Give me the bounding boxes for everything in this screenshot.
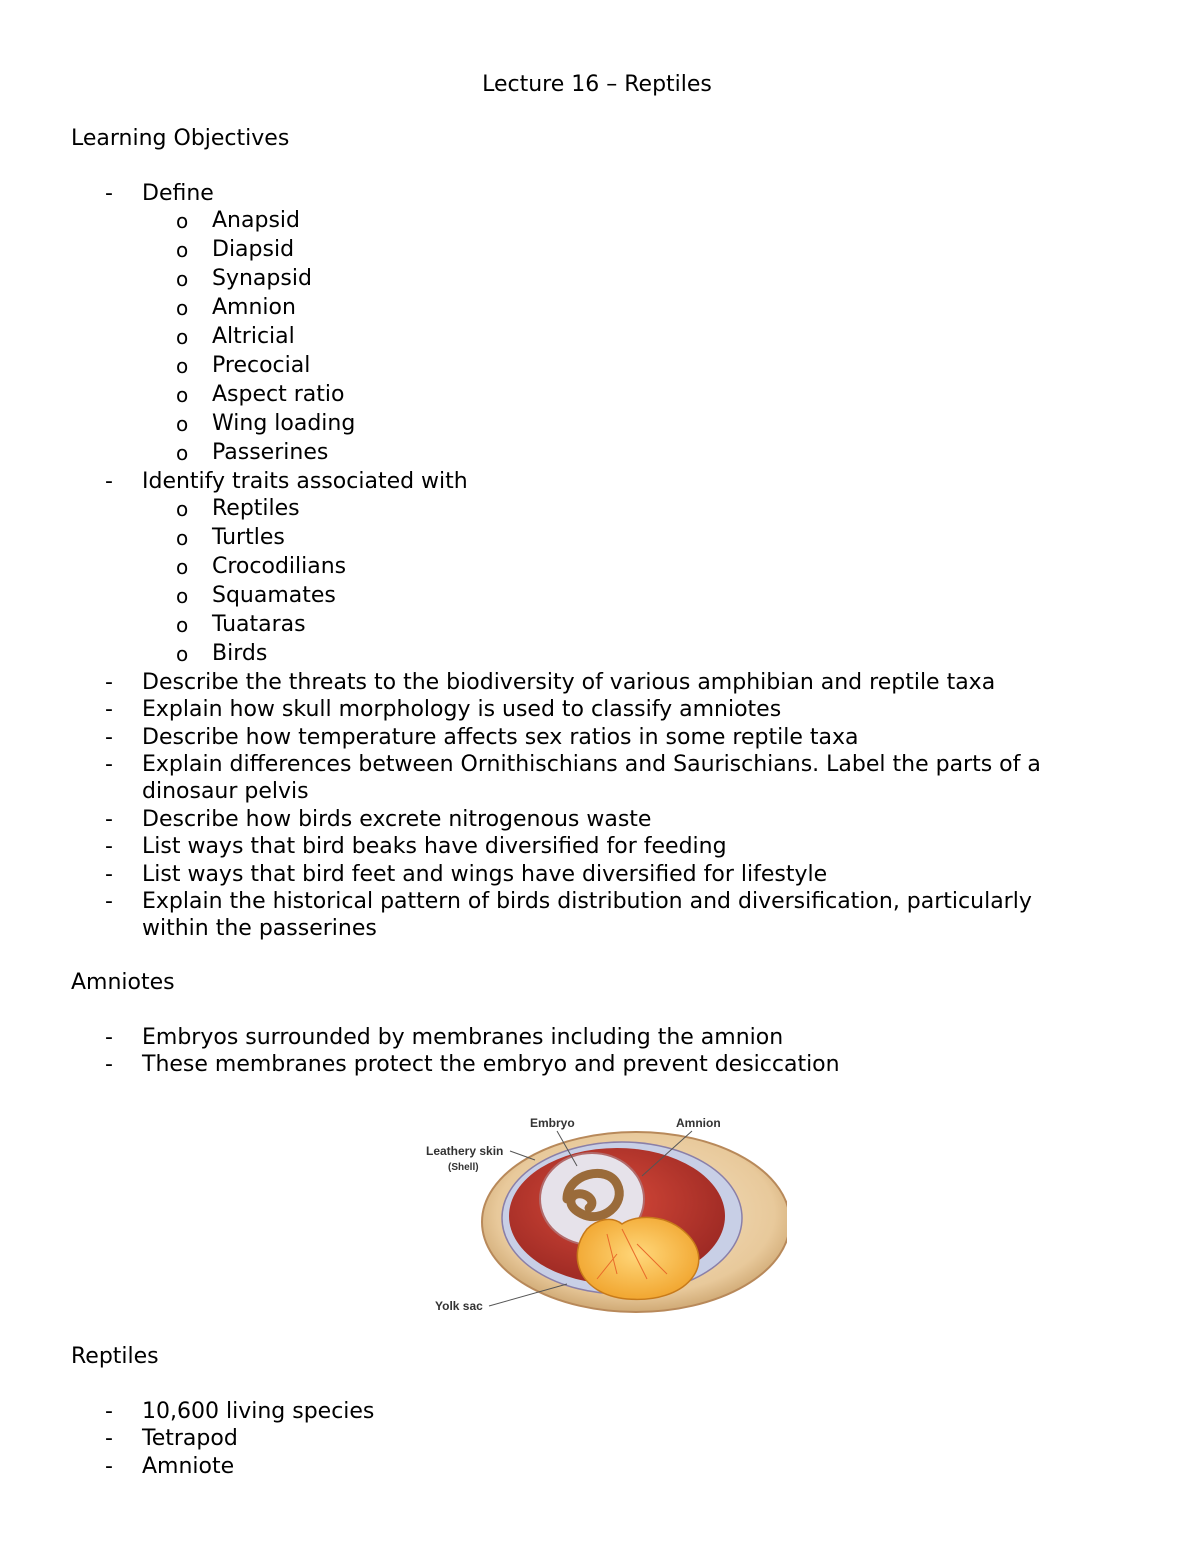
list-item bbox=[0, 468, 1200, 496]
yolk-sac-label: Yolk sac bbox=[435, 1299, 483, 1313]
sub-list-item: o Birds bbox=[176, 641, 268, 666]
list-item bbox=[0, 180, 1200, 208]
amnion-label: Amnion bbox=[676, 1116, 721, 1130]
sub-list-item: o Synapsid bbox=[176, 266, 312, 291]
list-item: - Describe the threats to the biodiversity of various amphibian and reptile taxa bbox=[105, 670, 996, 695]
sub-list-item: o Crocodilians bbox=[176, 554, 347, 579]
bullet-dash: - bbox=[105, 469, 113, 494]
list-item: - List ways that bird beaks have diversified for feeding bbox=[105, 834, 727, 859]
leathery-skin-label: Leathery skin bbox=[426, 1144, 504, 1158]
shell-label: (Shell) bbox=[448, 1162, 479, 1173]
sub-list-item: o Diapsid bbox=[176, 237, 295, 262]
list-item: - These membranes protect the embryo and prevent desiccation bbox=[105, 1052, 840, 1077]
embryo-label: Embryo bbox=[530, 1116, 575, 1130]
sub-list-item: o Anapsid bbox=[176, 208, 300, 233]
amniotic-egg-diagram bbox=[417, 1104, 787, 1318]
sub-list-item: o Turtles bbox=[176, 525, 285, 550]
list-item: - 10,600 living species bbox=[105, 1399, 375, 1424]
list-item: - Explain differences between Ornithischians and Saurischians. Label the parts of a dinosaur pelvis bbox=[105, 752, 1041, 804]
sub-list-item: o Wing loading bbox=[176, 411, 356, 436]
identify-label: Identify traits associated with bbox=[142, 469, 468, 494]
yolk-sac bbox=[577, 1217, 698, 1299]
list-item: - List ways that bird feet and wings have diversified for lifestyle bbox=[105, 862, 828, 887]
define-label: Define bbox=[142, 181, 214, 206]
sub-list-item: o Altricial bbox=[176, 324, 295, 349]
reptiles-heading: Reptiles bbox=[71, 1344, 159, 1369]
sub-list-item: o Aspect ratio bbox=[176, 382, 345, 407]
sub-list-item: o Precocial bbox=[176, 353, 311, 378]
list-item: - Tetrapod bbox=[105, 1426, 238, 1451]
list-item: - Describe how birds excrete nitrogenous waste bbox=[105, 807, 652, 832]
list-item: - Explain how skull morphology is used to classify amniotes bbox=[105, 697, 782, 722]
sub-list-item: o Amnion bbox=[176, 295, 296, 320]
sub-list-item: o Passerines bbox=[176, 440, 329, 465]
bullet-dash: - bbox=[105, 181, 113, 206]
sub-list-item: o Tuataras bbox=[176, 612, 306, 637]
learning-objectives-heading: Learning Objectives bbox=[71, 126, 290, 151]
page-title: Lecture 16 – Reptiles bbox=[482, 72, 712, 97]
list-item: - Describe how temperature affects sex ratios in some reptile taxa bbox=[105, 725, 859, 750]
sub-list-item: o Squamates bbox=[176, 583, 336, 608]
list-item: - Explain the historical pattern of birds distribution and diversification, particularly within the passerines bbox=[105, 889, 1032, 941]
amniotes-heading: Amniotes bbox=[71, 970, 175, 995]
list-item: - Embryos surrounded by membranes including the amnion bbox=[105, 1025, 784, 1050]
list-item: - Amniote bbox=[105, 1454, 235, 1479]
sub-list-item: o Reptiles bbox=[176, 496, 300, 521]
